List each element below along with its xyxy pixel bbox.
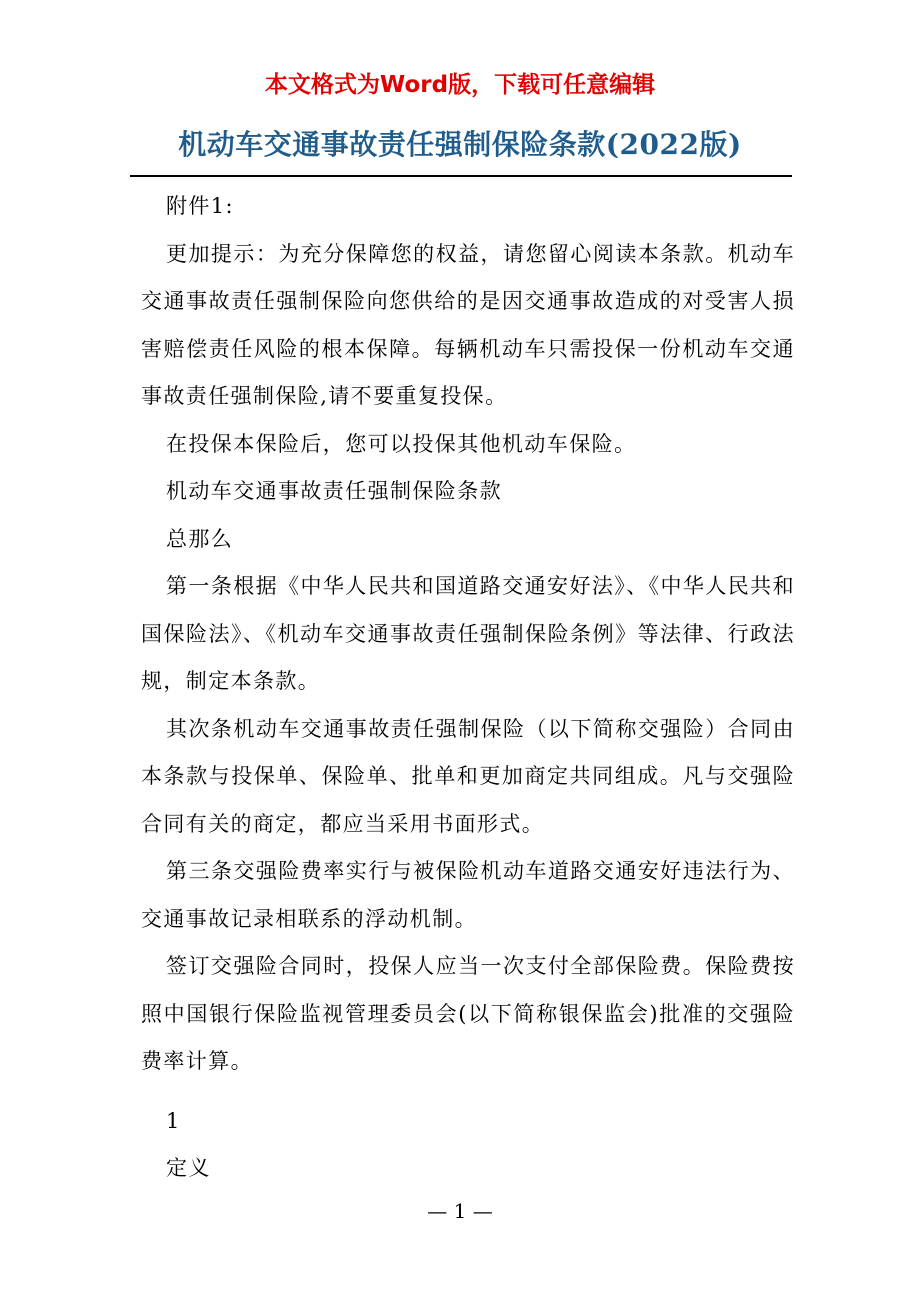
premium-paragraph: 签订交强险合同时，投保人应当一次支付全部保险费。保险费按照中国银行保险监视管理委员会(以下简称银保监会)批准的交强险费率计算。 <box>141 954 795 1073</box>
document-title: 机动车交通事故责任强制保险条款(2022版) <box>178 128 742 161</box>
title-divider <box>130 175 792 177</box>
paragraph-other-insurance: 在投保本保险后，您可以投保其他机动车保险。 <box>166 431 637 456</box>
section-number: 1 <box>166 1108 181 1133</box>
download-notice: 本文格式为Word版，下载可任意编辑 <box>264 72 656 98</box>
page-number: — 1 — <box>427 1199 493 1223</box>
chapter-heading-general: 总那么 <box>166 526 234 551</box>
chapter-heading-definition: 定义 <box>166 1156 211 1180</box>
article-2: 其次条机动车交通事故责任强制保险（以下简称交强险）合同由本条款与投保单、保险单、批单和更加商定共同组成。凡与交强险合同有关的商定，都应当采用书面形式。 <box>141 716 795 836</box>
clause-heading: 机动车交通事故责任强制保险条款 <box>166 479 502 503</box>
special-notice-paragraph: 更加提示：为充分保障您的权益，请您留心阅读本条款。机动车交通事故责任强制保险向您供给的是因交通事故造成的对受害人损害赔偿责任风险的根本保障。每辆机动车只需投保一份机动车交通事故责任强制保险,请不要重复投保。 <box>141 241 795 408</box>
article-1: 第一条根据《中华人民共和国道路交通安好法》、《中华人民共和国保险法》、《机动车交通事故责任强制保险条例》等法律、行政法规，制定本条款。 <box>141 574 795 693</box>
article-3: 第三条交强险费率实行与被保险机动车道路交通安好违法行为、交通事故记录相联系的浮动机制。 <box>141 859 795 931</box>
document-body <box>141 183 795 1193</box>
attachment-label: 附件1: <box>166 194 235 218</box>
